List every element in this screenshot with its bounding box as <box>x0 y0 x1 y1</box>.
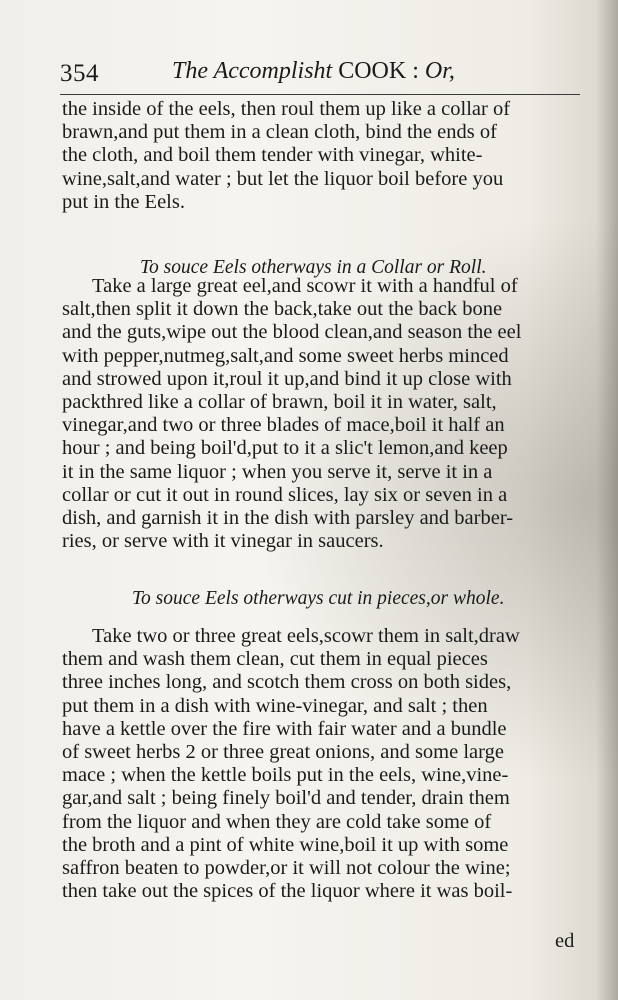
text-line: from the liquor and when they are cold take some of <box>62 810 492 833</box>
running-title-caps: COOK : <box>332 58 425 84</box>
text-line: Take a large great eel,and scowr it with a handful of <box>92 275 518 297</box>
running-title-italic: The Accomplisht <box>172 58 333 84</box>
paragraph-1 <box>62 98 584 214</box>
text-line: salt,then split it down the back,take out the back bone <box>62 298 503 321</box>
page-number: 354 <box>60 60 99 87</box>
text-line: saffron beaten to powder,or it will not colour the wine; <box>62 857 511 880</box>
text-line: of sweet herbs 2 or three great onions, and some large <box>62 741 504 764</box>
text-line: with pepper,nutmeg,salt,and some sweet herbs minced <box>62 344 509 367</box>
text-line: mace ; when the kettle boils put in the eels, wine,vine- <box>62 764 509 787</box>
text-line: vinegar,and two or three blades of mace,boil it half an <box>62 414 505 437</box>
paragraph-2 <box>62 275 584 553</box>
text-line: the broth and a pint of white wine,boil it up with some <box>62 833 509 856</box>
text-line: them and wash them clean, cut them in equal pieces <box>62 648 488 671</box>
text-line: three inches long, and scotch them cross on both sides, <box>62 671 512 694</box>
page-header <box>60 58 580 94</box>
text-line: the inside of the eels, then roul them up like a collar of <box>62 98 511 120</box>
text-line: put them in a dish with wine-vinegar, and salt ; then <box>62 694 488 717</box>
text-line: collar or cut it out in round slices, lay six or seven in a <box>62 483 508 506</box>
paragraph-3 <box>62 625 584 903</box>
text-line: brawn,and put them in a clean cloth, bind the ends of <box>62 121 497 144</box>
text-line: then take out the spices of the liquor where it was boil- <box>62 880 513 903</box>
text-line: wine,salt,and water ; but let the liquor boil before you <box>62 167 504 190</box>
text-line: dish, and garnish it in the dish with parsley and barber- <box>62 507 514 530</box>
text-line: have a kettle over the fire with fair water and a bundle <box>62 717 507 740</box>
text-line: hour ; and being boil'd,put to it a slic't lemon,and keep <box>62 437 508 460</box>
text-line: the cloth, and boil them tender with vinegar, white- <box>62 144 483 167</box>
text-line: put in the Eels. <box>62 190 185 213</box>
text-line: and the guts,wipe out the blood clean,and season the eel <box>62 321 522 344</box>
header-rule <box>60 94 580 95</box>
text-line: and strowed upon it,roul it up,and bind it up close with <box>62 367 512 390</box>
recipe-heading-pieces: To souce Eels otherways cut in pieces,or whole. <box>132 588 505 609</box>
text-line: it in the same liquor ; when you serve it, serve it in a <box>62 460 493 483</box>
text-line: ries, or serve with it vinegar in saucers. <box>62 530 384 553</box>
page-gutter-shadow <box>596 0 618 1000</box>
text-line: gar,and salt ; being finely boil'd and tender, drain them <box>62 787 510 810</box>
running-title <box>172 58 455 85</box>
text-line: packthred like a collar of brawn, boil it in water, salt, <box>62 391 497 414</box>
catchword: ed <box>555 930 575 952</box>
running-title-end: Or, <box>424 58 455 84</box>
text-line: Take two or three great eels,scowr them in salt,draw <box>92 625 520 647</box>
recipe-heading-collar: To souce Eels otherways in a Collar or Roll. <box>140 257 487 278</box>
